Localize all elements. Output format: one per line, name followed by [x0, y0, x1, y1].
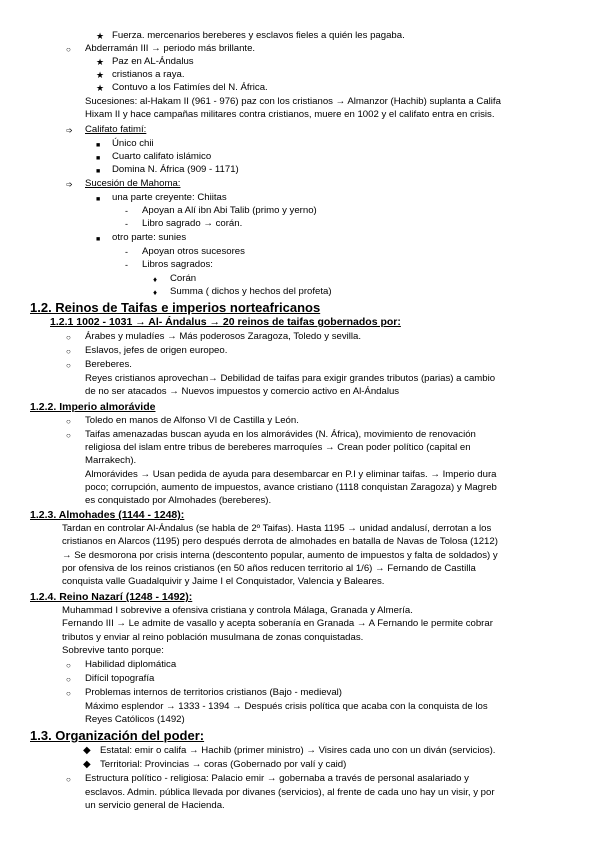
arrow-bullet-icon: [66, 178, 73, 191]
text-line: Máximo esplendor → 1333 - 1394 → Después crisis política que acaba con la conquista de los: [85, 701, 488, 712]
circle-bullet-icon: [66, 331, 71, 344]
text-line: Tardan en controlar Al-Ándalus (se habla de 2º Taifas). Hasta 1195 → unidad andalusí, derrotan a los: [62, 523, 492, 534]
text-line: conquista valle Guadalquivir y Jaime I el Conquistador, Valencia y Baleares.: [62, 576, 385, 587]
text-line: Libro sagrado → corán.: [142, 218, 243, 229]
text-line: Territorial: Provincias → coras (Gobernado por valí y caid): [100, 759, 347, 770]
text-line: por ofensiva de los reinos cristianos (en 50 años reducen territorio al 1/6) → Fernando de Castilla: [62, 563, 476, 574]
text-line: religiosa del islam entre tribus de bereberes marroquíes → Crean poder político (capital en: [85, 442, 471, 453]
text-line: Único chii: [112, 138, 154, 149]
text-line: es conquistado por Almohades (bereberes).: [85, 495, 272, 506]
text-line: Almorávides → Usan pedida de ayuda para desembarcar en P.I y eliminar taifas. → Imperio dura: [85, 469, 497, 480]
text-line: Apoyan otros sucesores: [142, 246, 245, 257]
subheading: Sucesión de Mahoma:: [85, 178, 181, 189]
square-bullet-icon: [96, 151, 100, 165]
section-heading: 1.2. Reinos de Taifas e imperios norteafricanos: [30, 300, 321, 315]
diamond-bullet-icon: [83, 744, 91, 757]
text-line: Sobrevive tanto porque:: [62, 645, 164, 656]
circle-bullet-icon: [66, 429, 71, 442]
subsection-heading: 1.2.1 1002 - 1031 → Al- Ándalus → 20 reinos de taifas gobernados por:: [50, 316, 401, 328]
star-bullet-icon: [96, 82, 104, 94]
diamond-bullet-icon: [153, 273, 157, 286]
text-line: Libros sagrados:: [142, 259, 213, 270]
text-line: Bereberes.: [85, 359, 132, 370]
text-line: Summa ( dichos y hechos del profeta): [170, 286, 332, 297]
text-line: Abderramán III → periodo más brillante.: [85, 43, 256, 54]
text-line: un servicio general de Hacienda.: [85, 800, 225, 811]
dash-bullet-icon: [125, 259, 128, 271]
text-line: → Se desmorona por crisis interna (descontento popular, aumento de impuestos y falta de soldados) y: [62, 550, 498, 561]
circle-bullet-icon: [66, 345, 71, 358]
text-line: Fuerza. mercenarios bereberes y esclavos fieles a quién les pagaba.: [112, 30, 405, 41]
text-line: de no ser atacados → Nuevos impuestos y comercio activo en Al-Ándalus: [85, 386, 400, 397]
text-line: Estructura político - religiosa: Palacio emir → gobernaba a través de personal asalariado y: [85, 773, 469, 784]
subsection-heading: 1.2.4. Reino Nazarí (1248 - 1492):: [30, 591, 193, 603]
text-line: Domina N. África (909 - 1171): [112, 164, 239, 175]
circle-bullet-icon: [66, 673, 71, 686]
text-line: Taifas amenazadas buscan ayuda en los almorávides (N. África), movimiento de renovación: [85, 429, 476, 440]
text-line: Fernando III → Le admite de vasallo y acepta soberanía en Granada → A Fernando le permite cobrar: [62, 618, 493, 629]
text-line: Árabes y muladíes → Más poderosos Zaragoza, Toledo y sevilla.: [85, 331, 362, 342]
circle-bullet-icon: [66, 773, 71, 786]
text-line: Corán: [170, 273, 197, 284]
text-line: Hixam II y hace campañas militares contra cristianos, muere en 1002 y el califato entra en crisis.: [85, 109, 495, 120]
subsection-heading: 1.2.2. Imperio almorávide: [30, 401, 156, 413]
dash-bullet-icon: [125, 246, 128, 258]
square-bullet-icon: [96, 232, 100, 246]
circle-bullet-icon: [66, 415, 71, 428]
arrow-bullet-icon: [66, 124, 73, 137]
circle-bullet-icon: [66, 359, 71, 372]
text-line: Muhammad I sobrevive a ofensiva cristiana y controla Málaga, Granada y Almería.: [62, 605, 413, 616]
text-line: Difícil topografía: [85, 673, 155, 684]
square-bullet-icon: [96, 138, 100, 152]
diamond-bullet-icon: [83, 758, 91, 771]
text-line: otro parte: sunies: [112, 232, 187, 243]
square-bullet-icon: [96, 192, 100, 206]
text-line: Apoyan a Alí ibn Abi Talib (primo y yerno): [142, 205, 317, 216]
text-line: Reyes cristianos aprovechan→ Debilidad de taifas para exigir grandes tributos (parias) a cambio: [85, 373, 496, 384]
dash-bullet-icon: [125, 218, 128, 230]
text-line: Problemas internos de territorios cristianos (Bajo - medieval): [85, 687, 342, 698]
text-line: Habilidad diplomática: [85, 659, 177, 670]
circle-bullet-icon: [66, 43, 71, 56]
subheading: Califato fatimí:: [85, 124, 147, 135]
circle-bullet-icon: [66, 659, 71, 672]
text-line: cristianos en Alarcos (1195) pero después derrota de almohades en batalla de Navas de Tolosa (1212): [62, 536, 498, 547]
subsection-heading: 1.2.3. Almohades (1144 - 1248):: [30, 509, 185, 521]
text-line: Cuarto califato islámico: [112, 151, 212, 162]
section-heading: 1.3. Organización del poder:: [30, 728, 205, 743]
dash-bullet-icon: [125, 205, 128, 217]
square-bullet-icon: [96, 164, 100, 178]
text-line: una parte creyente: Chiitas: [112, 192, 227, 203]
text-line: Sucesiones: al-Hakam II (961 - 976) paz con los cristianos → Almanzor (Hachib) suplanta a Califa: [85, 96, 501, 107]
text-line: Toledo en manos de Alfonso VI de Castilla y León.: [85, 415, 299, 426]
text-line: cristianos a raya.: [112, 69, 185, 80]
diamond-bullet-icon: [153, 286, 157, 299]
text-line: Eslavos, jefes de origen europeo.: [85, 345, 228, 356]
text-line: tributos y enviar al reino población musulmana de zonas conquistadas.: [62, 632, 364, 643]
text-line: Marrakech).: [85, 455, 137, 466]
text-line: Paz en AL-Ándalus: [112, 56, 194, 67]
text-line: Reyes Católicos (1492): [85, 714, 185, 725]
text-line: Estatal: emir o califa → Hachib (primer ministro) → Visires cada uno con un diván (servicios).: [100, 745, 496, 756]
text-line: poco; corrupción, aumento de impuestos, avance cristiano (1118 conquistan Zaragoza) y Magreb: [85, 482, 497, 493]
text-line: esclavos. Admin. pública llevada por divanes (servicios), al frente de cada uno hay un visir, y por: [85, 787, 495, 798]
text-line: Contuvo a los Fatimíes del N. África.: [112, 82, 268, 93]
star-bullet-icon: [96, 69, 104, 81]
circle-bullet-icon: [66, 687, 71, 700]
star-bullet-icon: [96, 30, 104, 42]
star-bullet-icon: [96, 56, 104, 68]
